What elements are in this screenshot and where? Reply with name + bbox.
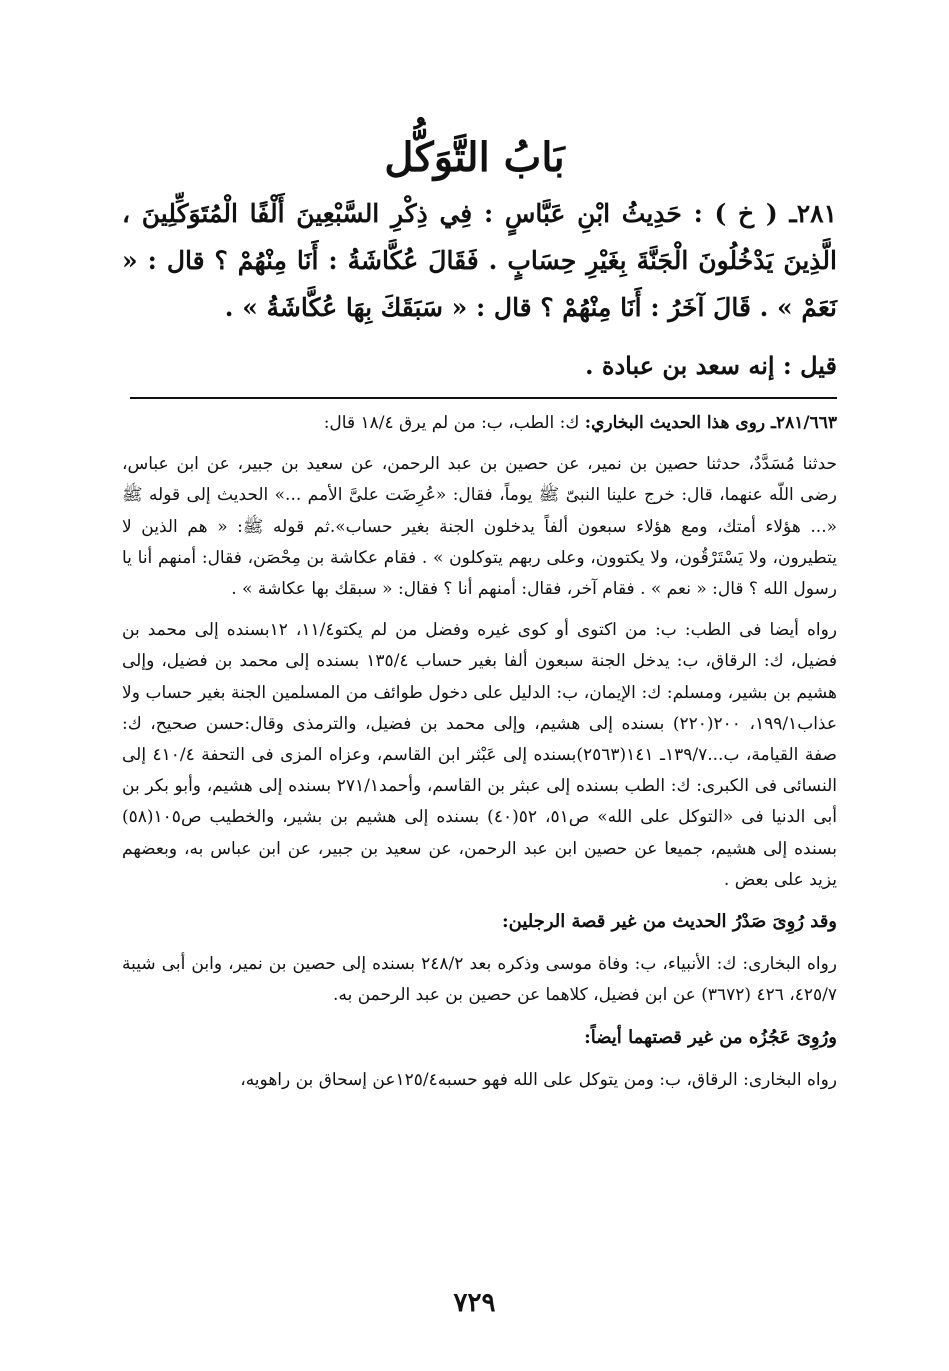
commentary-subheading-2: ورُوِىَ عَجُزُه من غير قصتهما أيضاً: [584, 1026, 837, 1048]
page-number: ٧٢٩ [453, 1288, 496, 1318]
commentary-paragraph-3: رواه أيضا فى الطب: ب: من اكتوى أو كوى غيره وفضل من لم يكتو١١/٤، ١٢بسنده إلى محمد بن فضيل، ك: الرقاق، ب: يدخل الجنة سبعون ألفا بغير حساب ١٣٥/٤ بسنده إلى محمد بن فضيل، وإلى هشيم بن بشير، ومسلم: ك: الإيمان، ب: الدليل على دخول طوائف من المسلمين الجنة بغير حساب ولا عذاب١٩٩/١، ٢٠٠(٢٢٠) بسنده إلى هشيم، وإلى محمد بن فضيل، والترمذى وقال:حسن صحيح، ك: صفة القيامة، ب...١٣٩/٧ـ ١٤١(٢٥٦٣)بسنده إلى عَبْثر ابن القاسم، وعزاه المزى فى التحفة ٤١٠/٤ إلى النسائى فى الكبرى: ك: الطب بسنده إلى عبثر بن القاسم، وأحمد٢٧١/١ بسنده إلى هشيم، وأبو بكر بن أبى الدنيا فى «التوكل على الله» ص٥١، ٥٢(٤٠) بسنده إلى هشيم بن بشير، والخطيب ص١٠٥(٥٨) بسنده إلى هشيم، جميعا عن حصين ابن عبد الرحمن، عن سعيد بن جبير، عن ابن عباس به، وبعضهم يزيد على بعض . [122, 620, 838, 890]
hadith-text: ٢٨١ـ ( خ ) : حَدِيثُ ابْنِ عَبَّاسٍ : فِي ذِكْرِ السَّبْعِينَ أَلْفًا الْمُتَوَكِّلِينَ ، الَّذِينَ يَدْخُلُونَ الْجَنَّةَ بِغَيْرِ حِسَابٍ . فَقَالَ عُكَّاشَةُ : أَنَا مِنْهُمْ ؟ قال : « نَعَمْ » . قَالَ آخَرُ : أَنَا مِنْهُمْ ؟ قال : « سَبَقَكَ بِهَا عُكَّاشَةُ » . [122, 199, 837, 322]
commentary-paragraph-4: رواه البخارى: ك: الأنبياء، ب: وفاة موسى وذكره بعد ٢٤٨/٢ بسنده إلى حصين بن نمير، وابن أبى شيبة ٤٢٥/٧، ٤٢٦ (٣٦٧٢) عن ابن فضيل، كلاهما عن حصين بن عبد الرحمن به. [122, 954, 837, 1006]
commentary-subheading-1: وقد رُوِىَ صَدْرُ الحديث من غير قصة الرجلين: [501, 911, 837, 933]
commentary-paragraph-2: حدثنا مُسَدَّدٌ، حدثنا حصين بن نمير، عن حصين بن عبد الرحمن، عن سعيد بن جبير، عن ابن عباس، رضى اللّه عنهما، قال: خرج علينا النبىّ ﷺ يوماً، فقال: «عُرِضَت علىَّ الأمم ...» الحديث إلى قوله ﷺ «... هؤلاء أمتك، ومع هؤلاء سبعون ألفاً يدخلون الجنة بغير حساب».ثم قوله ﷺ: « هم الذين لا يتطيرون، ولا يَسْتَرْقُون، ولا يكتوون، وعلى ربهم يتوكلون » . فقام عكاشة بن مِحْصَن، فقال: أمنهم أنا يا رسول الله ؟ قال: « نعم » . فقام آخر، فقال: أمنهم أنا ؟ فقال: « سبقك بها عكاشة » . [122, 454, 837, 600]
hadith-note: قيل : إنه سعد بن عبادة . [585, 351, 837, 380]
commentary-paragraph-1 [122, 408, 837, 439]
commentary-source: ك: الطب، ب: من لم يرق ١٨/٤ قال: [323, 413, 585, 433]
commentary-heading: ٢٨١/٦٦٣ـ روى هذا الحديث البخاري: [584, 413, 837, 433]
commentary-block [122, 408, 837, 1106]
footnote-divider [130, 397, 837, 399]
commentary-paragraph-5: رواه البخارى: الرقاق، ب: ومن يتوكل على الله فهو حسبه١٢٥/٤عن إسحاق بن راهويه، [240, 1069, 837, 1090]
chapter-title: بَابُ التَّوَكُّل [384, 134, 565, 181]
